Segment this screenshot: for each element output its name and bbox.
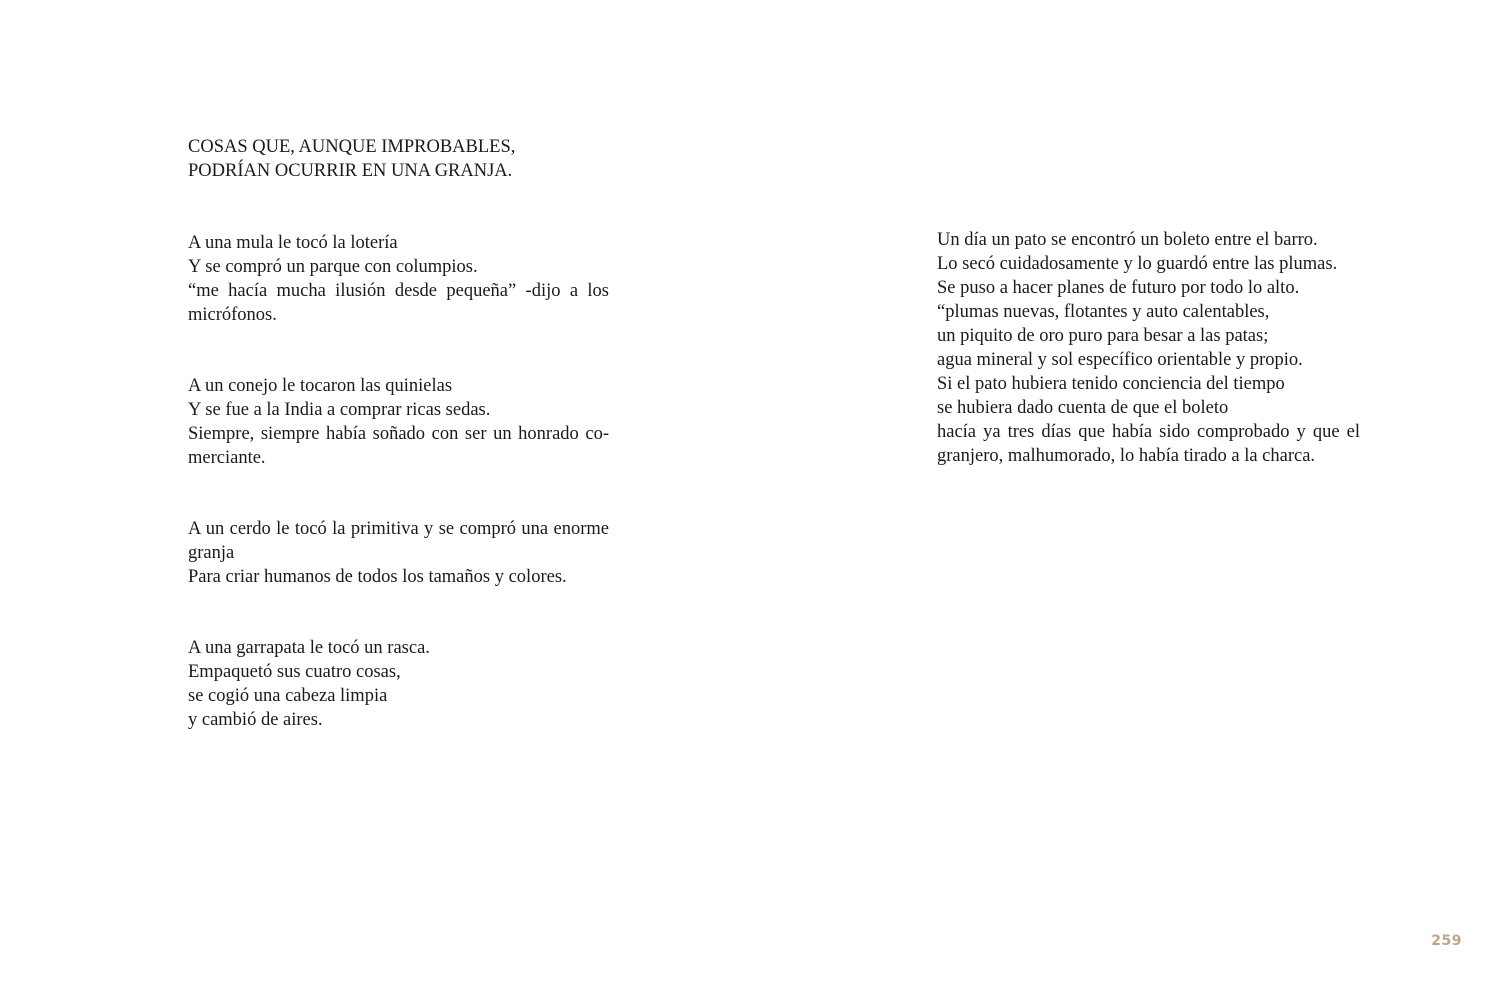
stanza-mule bbox=[188, 231, 609, 327]
stanza-line: Lo secó cuidadosamente y lo guardó entre las plumas. bbox=[937, 254, 1338, 274]
stanza-tick bbox=[188, 636, 609, 732]
stanza-line: se hubiera dado cuenta de que el boleto bbox=[937, 398, 1229, 418]
stanza-line: A un conejo le tocaron las quinielas bbox=[188, 376, 453, 396]
stanza-line: un piquito de oro puro para besar a las patas; bbox=[937, 326, 1269, 346]
stanza-line: hacía ya tres días que había sido comprobado y que el bbox=[937, 422, 1360, 442]
stanza-pig bbox=[188, 517, 609, 589]
title-line: COSAS QUE, AUNQUE IMPROBABLES, bbox=[188, 137, 516, 157]
stanza-line: micrófonos. bbox=[188, 305, 277, 325]
right-column bbox=[937, 228, 1360, 468]
page-number: 259 bbox=[1431, 933, 1462, 949]
poem-title bbox=[188, 135, 609, 183]
stanza-line: A una garrapata le tocó un rasca. bbox=[188, 638, 430, 658]
title-line: PODRÍAN OCURRIR EN UNA GRANJA. bbox=[188, 161, 513, 181]
left-column bbox=[188, 135, 609, 732]
stanza-line: A un cerdo le tocó la primitiva y se compró una enorme bbox=[188, 519, 609, 539]
stanza-line: Para criar humanos de todos los tamaños y colores. bbox=[188, 567, 567, 587]
stanza-line: agua mineral y sol específico orientable y propio. bbox=[937, 350, 1303, 370]
stanza-line: Y se compró un parque con columpios. bbox=[188, 257, 478, 277]
stanza-line: Y se fue a la India a comprar ricas sedas. bbox=[188, 400, 491, 420]
stanza-line: y cambió de aires. bbox=[188, 710, 323, 730]
stanza-duck bbox=[937, 228, 1360, 468]
stanza-rabbit bbox=[188, 374, 609, 470]
stanza-line: “me hacía mucha ilusión desde pequeña” -dijo a los bbox=[188, 281, 609, 301]
stanza-line: granjero, malhumorado, lo había tirado a la charca. bbox=[937, 446, 1316, 466]
stanza-line: Si el pato hubiera tenido conciencia del tiempo bbox=[937, 374, 1285, 394]
stanza-line: merciante. bbox=[188, 448, 266, 468]
stanza-line: granja bbox=[188, 543, 235, 563]
stanza-line: se cogió una cabeza limpia bbox=[188, 686, 388, 706]
stanza-line: Siempre, siempre había soñado con ser un honrado co- bbox=[188, 424, 609, 444]
stanza-line: Se puso a hacer planes de futuro por todo lo alto. bbox=[937, 278, 1300, 298]
stanza-line: “plumas nuevas, flotantes y auto calentables, bbox=[937, 302, 1270, 322]
stanza-line: A una mula le tocó la lotería bbox=[188, 233, 398, 253]
stanza-line: Empaquetó sus cuatro cosas, bbox=[188, 662, 401, 682]
stanza-line: Un día un pato se encontró un boleto entre el barro. bbox=[937, 230, 1318, 250]
